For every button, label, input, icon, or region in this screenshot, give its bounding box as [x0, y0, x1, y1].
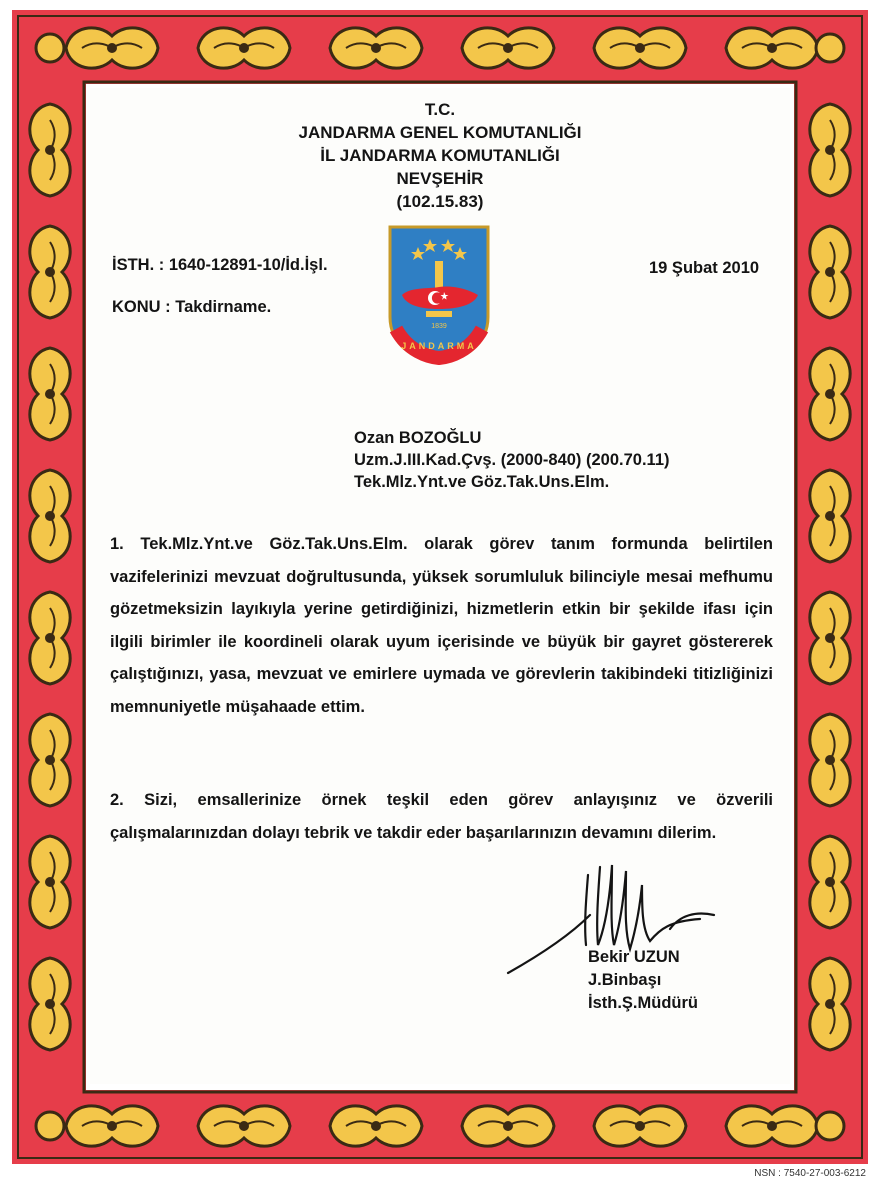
- emblem-text: JANDARMA: [401, 341, 477, 351]
- reference-number: İSTH. : 1640-12891-10/İd.İşl.: [112, 256, 328, 274]
- signatory-rank: J.Binbaşı: [588, 971, 662, 989]
- signatory-title: İsth.Ş.Müdürü: [588, 994, 698, 1012]
- header-city: NEVŞEHİR: [396, 169, 484, 188]
- header-code: (102.15.83): [396, 192, 484, 211]
- border-corner-ornament: [816, 1112, 844, 1140]
- jandarma-emblem: [388, 225, 490, 365]
- emblem-year: 1839: [431, 323, 447, 330]
- paragraph-2: 2. Sizi, emsallerinize örnek teşkil eden görev anlayışınız ve özverili çalışmalarınızdan dolayı tebrik ve takdir eder başarılarınızın devamını dilerim.: [110, 791, 773, 842]
- document-date: 19 Şubat 2010: [649, 259, 760, 277]
- header-command-provincial: İL JANDARMA KOMUTANLIĞI: [320, 146, 560, 165]
- border-corner-ornament: [816, 34, 844, 62]
- recipient-name: Ozan BOZOĞLU: [354, 429, 482, 447]
- signatory-name: Bekir UZUN: [588, 948, 680, 966]
- header-tc: T.C.: [424, 100, 456, 119]
- border-corner-ornament: [36, 34, 64, 62]
- recipient-unit: Tek.Mlz.Ynt.ve Göz.Tak.Uns.Elm.: [354, 473, 610, 491]
- paragraph-1: 1. Tek.Mlz.Ynt.ve Göz.Tak.Uns.Elm. olarak görev tanım formunda belirtilen vazifelerinizi mevzuat doğrultusunda, yüksek sorumluluk bilinciyle mesai mefhumu gözetmeksizin layıkıyla yerine getirdiğinizi, hizmetlerin etkin bir şekilde ifası için ilgili birimler ile koordineli olarak uyum içerisinde ve büyük bir gayret göstererek çalıştığınızı, yasa, mevzuat ve emirlere uymada ve görevlerin takibindeki titizliğinizi memnuniyetle müşahaade ettim.: [110, 535, 773, 716]
- recipient-rank: Uzm.J.III.Kad.Çvş. (2000-840) (200.70.11): [354, 451, 670, 469]
- subject-line: KONU : Takdirname.: [112, 298, 272, 316]
- border-corner-ornament: [36, 1112, 64, 1140]
- header-command-general: JANDARMA GENEL KOMUTANLIĞI: [298, 123, 582, 142]
- footer-nsn: NSN : 7540-27-003-6212: [754, 1168, 866, 1179]
